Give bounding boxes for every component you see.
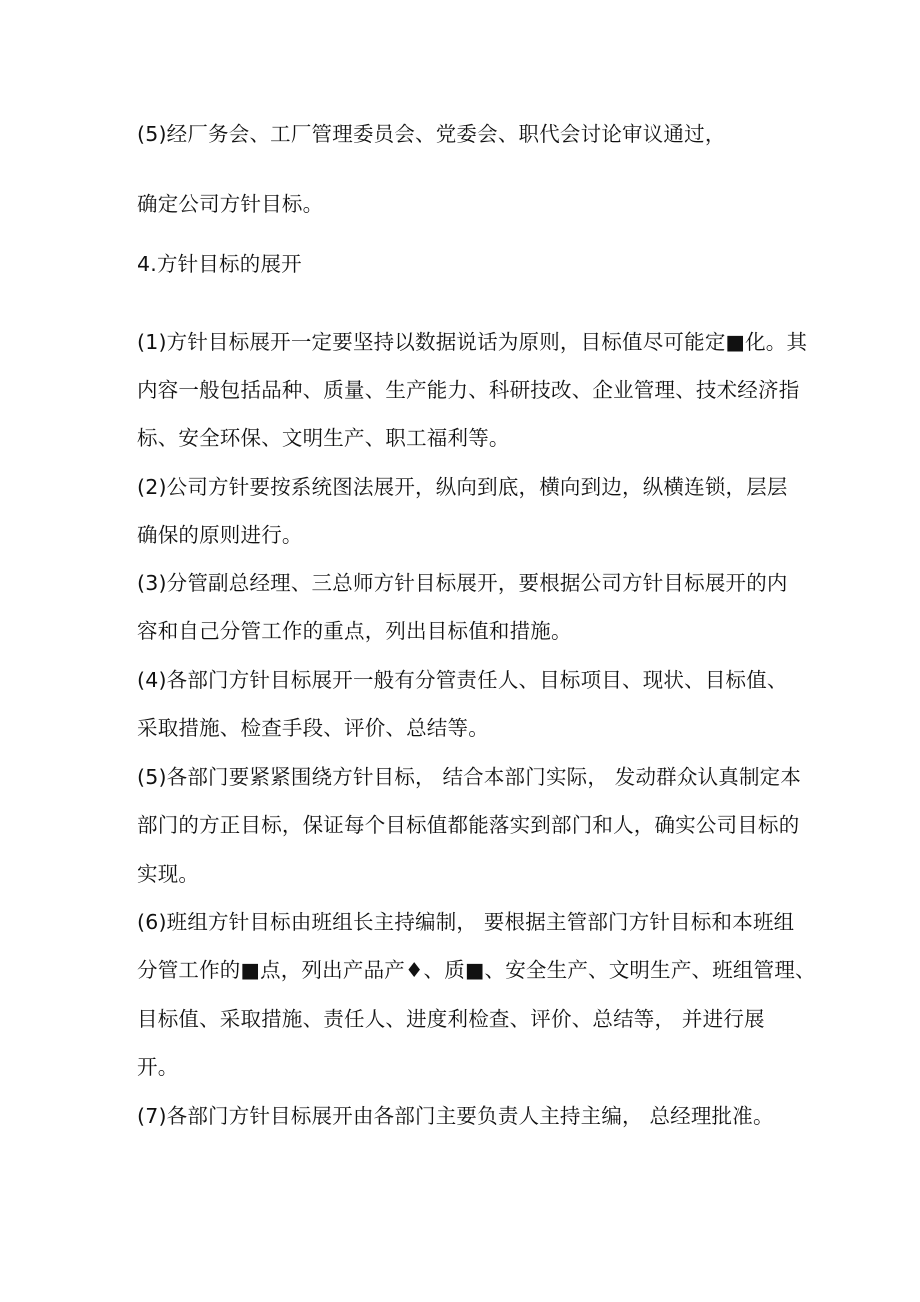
text-line: (3)分管副总经理、三总师方针目标展开，要根据公司方针目标展开的内 [137,571,788,595]
text-line: (7)各部门方针目标展开由各部门主要负责人主持主编， 总经理批准。 [137,1104,774,1128]
text-line: (6)班组方针目标由班组长主持编制， 要根据主管部门方针目标和本班组 [137,910,795,934]
text-line: 实现。 [137,862,200,886]
text-line: 采取措施、检查手段、评价、总结等。 [137,716,489,740]
text-line: 开。 [137,1055,179,1079]
section-heading: 4.方针目标的展开 [137,252,302,276]
text-line: 目标值、采取措施、责任人、进度利检查、评价、总结等， 并进行展 [137,1007,765,1031]
text-line: (1)方针目标展开一定要坚持以数据说话为原则，目标值尽可能定■化。其 [137,330,808,354]
text-line: 内容一般包括品种、质量、生产能力、科研技改、企业管理、技术经济指 [137,378,800,402]
text-line: (5)各部门要紧紧围绕方针目标， 结合本部门实际， 发动群众认真制定本 [137,765,802,789]
text-line: 标、安全环保、文明生产、职工福利等。 [137,426,510,450]
text-line: 分管工作的■点，列出产品产♦、质■、安全生产、文明生产、班组管理、 [137,958,816,982]
text-line: (4)各部门方针目标展开一般有分管责任人、目标项目、现状、目标值、 [137,668,788,692]
text-line: 确定公司方针目标。 [137,192,324,216]
text-line: (2)公司方针要按系统图法展开，纵向到底，横向到边，纵横连锁，层层 [137,475,788,499]
text-line: 确保的原则进行。 [137,523,303,547]
text-line: (5)经厂务会、工厂管理委员会、党委会、职代会讨论审议通过， [137,122,726,146]
text-line: 容和自己分管工作的重点，列出目标值和措施。 [137,619,572,643]
text-line: 部门的方正目标，保证每个目标值都能落实到部门和人，确实公司目标的 [137,813,800,837]
